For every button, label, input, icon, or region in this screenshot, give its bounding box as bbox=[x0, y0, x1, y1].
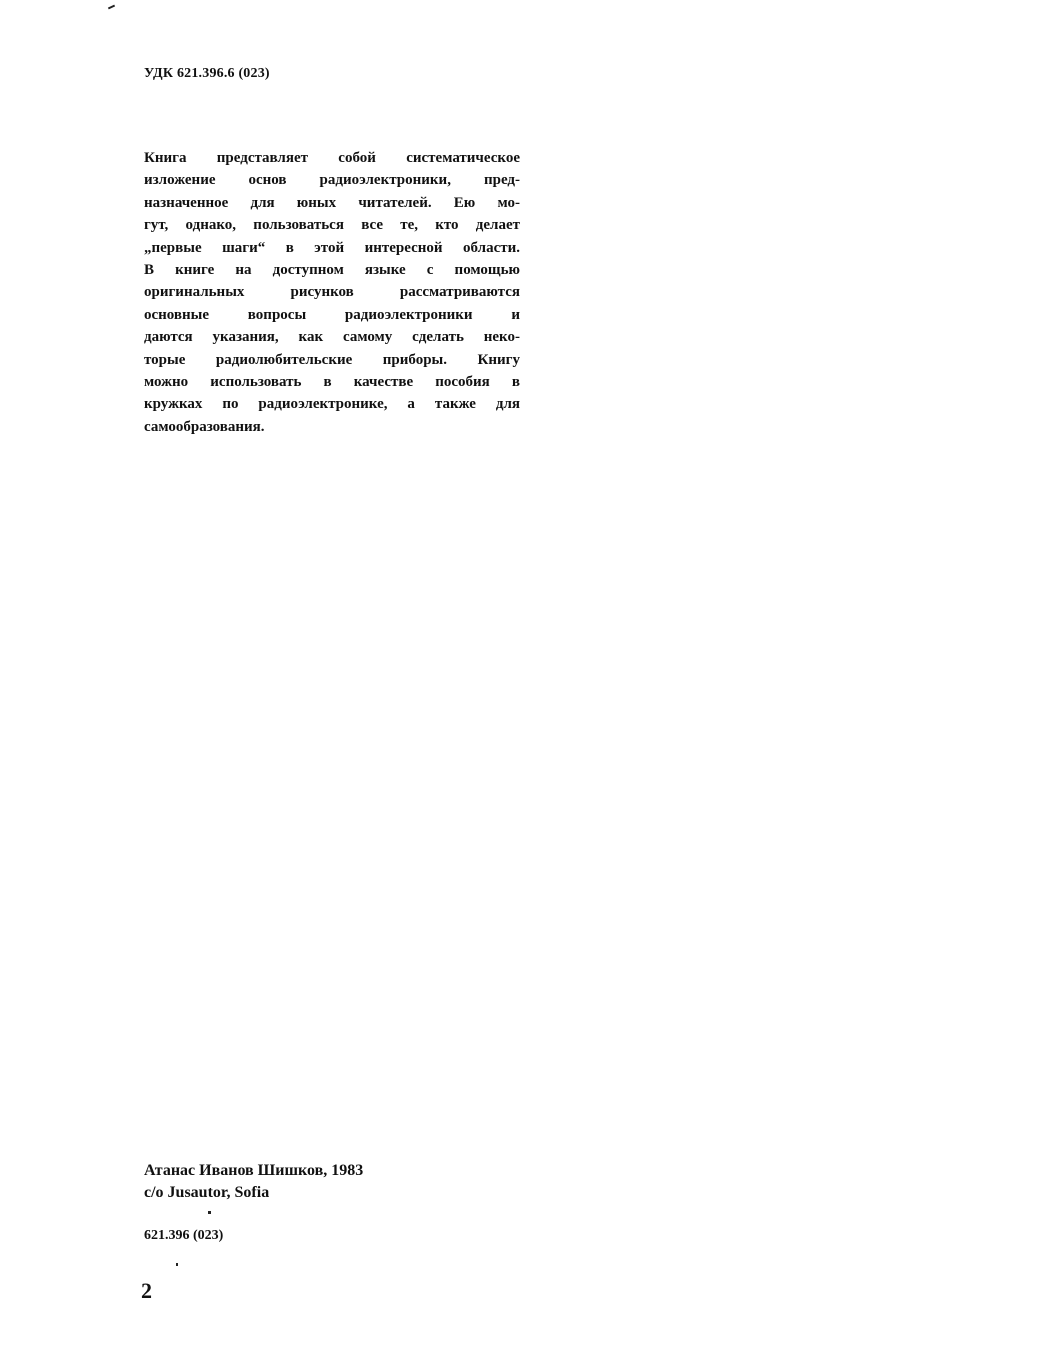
abstract-line: можно использовать в качестве пособия в bbox=[144, 374, 520, 391]
copyright-agency-line: c/o Jusautor, Sofia bbox=[144, 1184, 270, 1201]
scan-speck bbox=[108, 5, 115, 10]
abstract-line: Книга представляет собой систематическое bbox=[144, 150, 520, 166]
abstract-line: основные вопросы радиоэлектроники и bbox=[144, 306, 520, 323]
abstract-line: „первые шаги“ в этой интересной области. bbox=[144, 239, 520, 256]
abstract-line: изложение основ радиоэлектроники, пред- bbox=[144, 172, 520, 189]
scan-speck bbox=[176, 1263, 178, 1266]
abstract-line: назначенное для юных читателей. Ею мо- bbox=[144, 194, 520, 211]
scan-speck bbox=[208, 1211, 211, 1214]
abstract-line: даются указания, как самому сделать неко- bbox=[144, 329, 520, 346]
copyright-author-line: Атанас Иванов Шишков, 1983 bbox=[144, 1162, 364, 1179]
abstract-line: самообразования. bbox=[144, 418, 265, 435]
udc-code: УДК 621.396.6 (023) bbox=[144, 66, 270, 81]
copyright-notice bbox=[144, 1160, 363, 1204]
page-number: 2 bbox=[141, 1278, 152, 1303]
abstract-line: гут, однако, пользоваться все те, кто делает bbox=[144, 217, 520, 234]
abstract-line: кружках по радиоэлектронике, а также для bbox=[144, 396, 520, 413]
classification-code: 621.396 (023) bbox=[144, 1228, 224, 1243]
book-abstract bbox=[144, 147, 520, 438]
abstract-line: В книге на доступном языке с помощью bbox=[144, 262, 520, 279]
abstract-line: оригинальных рисунков рассматриваются bbox=[144, 284, 520, 301]
abstract-line: торые радиолюбительские приборы. Книгу bbox=[144, 351, 520, 368]
